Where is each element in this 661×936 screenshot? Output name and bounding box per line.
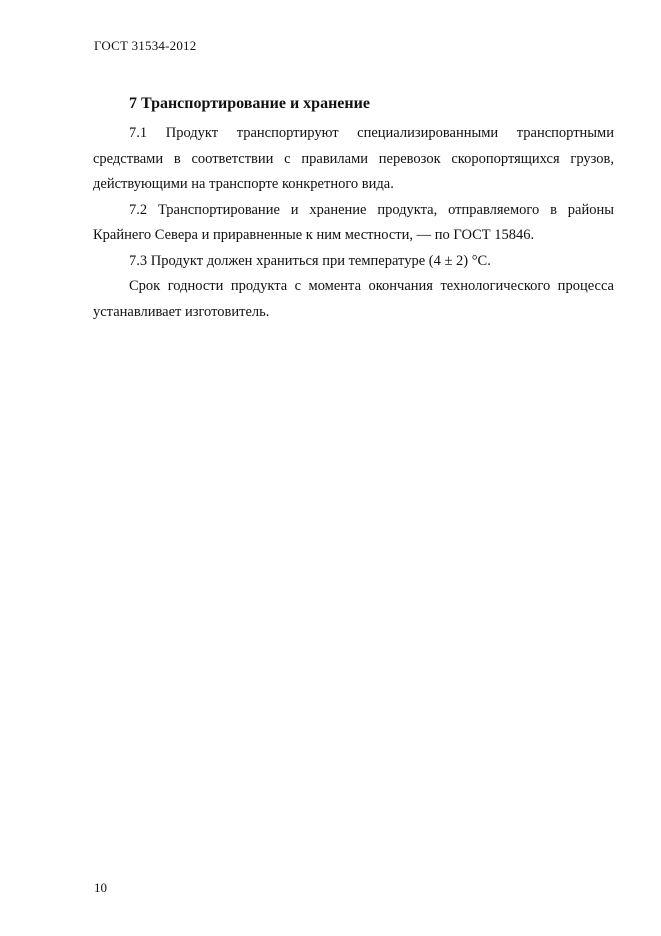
paragraph-7-3: 7.3 Продукт должен храниться при температуре (4 ± 2) °С. xyxy=(129,252,491,269)
paragraph-7-1: 7.1 Продукт транспортируют специализированными транспортными средствами в соответствии с правилами перевозок скоропортящихся грузов, действующими на транспорте конкретного вида. xyxy=(93,125,614,192)
paragraph-7-2: 7.2 Транспортирование и хранение продукта, отправляемого в районы Крайнего Севера и приравненные к ним местности, — по ГОСТ 15846. xyxy=(93,201,614,243)
section-title: 7 Транспортирование и хранение xyxy=(129,95,370,112)
paragraph-shelf-life: Срок годности продукта с момента окончания технологического процесса устанавливает изготовитель. xyxy=(93,278,614,320)
section-7 xyxy=(93,92,614,325)
page-number: 10 xyxy=(94,880,107,895)
document-header: ГОСТ 31534-2012 xyxy=(94,38,197,53)
